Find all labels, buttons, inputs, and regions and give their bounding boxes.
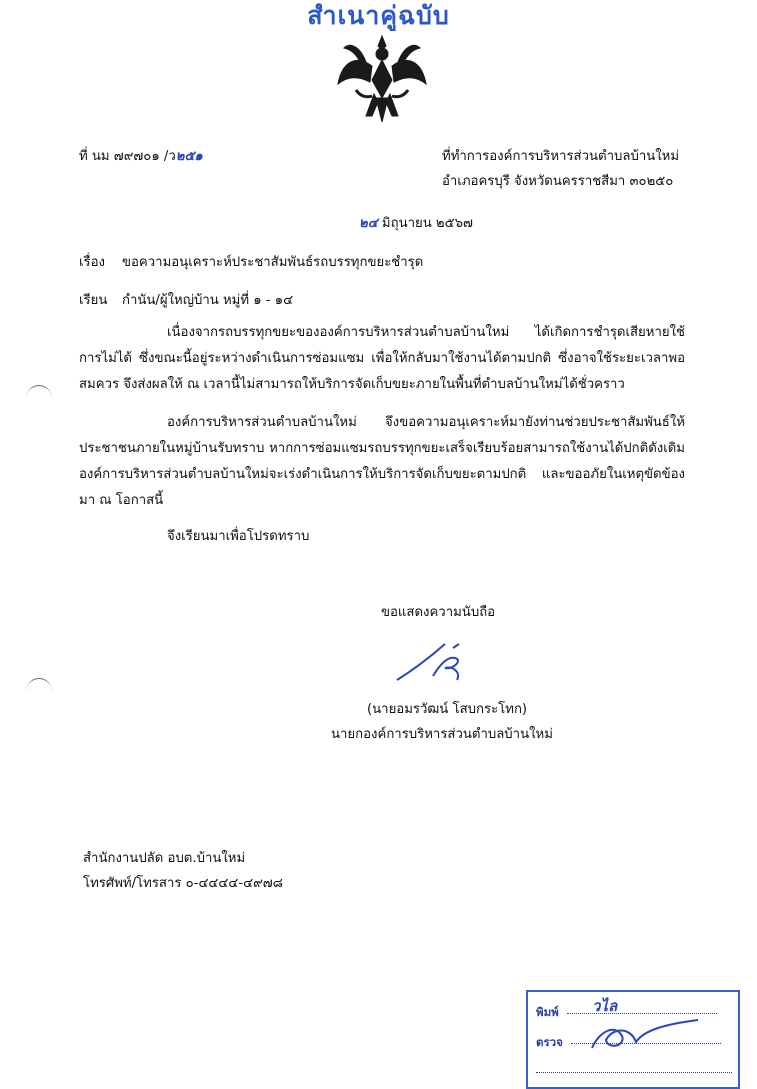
stamp-check-signature-icon (586, 1014, 706, 1054)
office-address-line1: ที่ทำการองค์การบริหารส่วนตำบลบ้านใหม่ (442, 149, 680, 164)
addressee-text: กำนัน/ผู้ใหญ่บ้าน หมู่ที่ ๑ - ๑๔ (122, 293, 294, 308)
date-handwritten-day: ๒๔ (359, 216, 378, 231)
garuda-emblem-icon (336, 32, 428, 124)
stamp-blank-row (536, 1064, 732, 1078)
office-address-line2: อำเภอครบุรี จังหวัดนครราชสีมา ๓๐๒๕๐ (442, 174, 674, 189)
reference-prefix: ที่ นม ๗๙๗๐๑ /ว (79, 149, 176, 164)
stamp-typed-initials: วไล (592, 997, 618, 1015)
typed-checked-stamp (526, 990, 740, 1089)
signatory-position: นายกองค์การบริหารส่วนตำบลบ้านใหม่ (331, 727, 553, 742)
letter-date (359, 212, 473, 233)
punch-hole-mark (26, 678, 52, 705)
body-paragraph-2: องค์การบริหารส่วนตำบลบ้านใหม่ จึงขอความอนุเคราะห์มายังท่านช่วยประชาสัมพันธ์ให้ประชาชนภายในหมู่บ้านรับทราบ หากการซ่อมแซมรถบรรทุกขยะเสร็จเรียบร้อยสามารถใช้งานได้ปกติดังเดิม องค์การบริหารส่วนตำบลบ้านใหม่จะเร่งดำเนินการให้บริการจัดเก็บขยะตามปกติ และขออภัยในเหตุขัดข้องมา ณ โอกาสนี้ (79, 415, 685, 508)
closing-request: จึงเรียนมาเพื่อโปรดทราบ (167, 529, 310, 544)
body-paragraph-1: เนื่องจากรถบรรทุกขยะขององค์การบริหารส่วนตำบลบ้านใหม่ ได้เกิดการชำรุดเสียหายใช้การไม่ได้ ซึ่งขณะนี้อยู่ระหว่างดำเนินการซ่อมแซม เพื่อให้กลับมาใช้งานได้ตามปกติ ซึ่งอาจใช้ระยะเวลาพอสมควร จึงส่งผลให้ ณ เวลานี้ไม่สามารถให้บริการจัดเก็บขยะภายในพื้นที่ตำบลบ้านใหม่ได้ชั่วคราว (79, 325, 685, 392)
stamp-checked-label: ตรวจ (536, 1035, 563, 1049)
reference-number (79, 145, 203, 166)
stamp-typed-label: พิมพ์ (536, 1005, 559, 1019)
punch-hole-mark (26, 385, 52, 412)
addressee-label: เรียน (79, 293, 108, 308)
footer-phone: โทรศัพท์/โทรสาร ๐-๔๔๔๔-๔๙๗๘ (83, 876, 283, 891)
handwritten-signature-icon (393, 636, 473, 684)
stamp-dots (536, 1071, 732, 1073)
reference-handwritten-number: ๒๕๑ (175, 149, 203, 164)
regards-text: ขอแสดงความนับถือ (381, 605, 496, 620)
subject-label: เรื่อง (79, 255, 105, 270)
date-month-year: มิถุนายน ๒๕๖๗ (381, 216, 473, 231)
subject-text: ขอความอนุเคราะห์ประชาสัมพันธ์รถบรรทุกขยะชำรุด (122, 255, 424, 270)
copy-stamp-heading: สำเนาคู่ฉบับ (307, 1, 450, 30)
footer-department: สำนักงานปลัด อบต.บ้านใหม่ (83, 851, 246, 866)
signatory-name: (นายอมรวัฒน์ โสบกระโทก) (367, 702, 528, 717)
